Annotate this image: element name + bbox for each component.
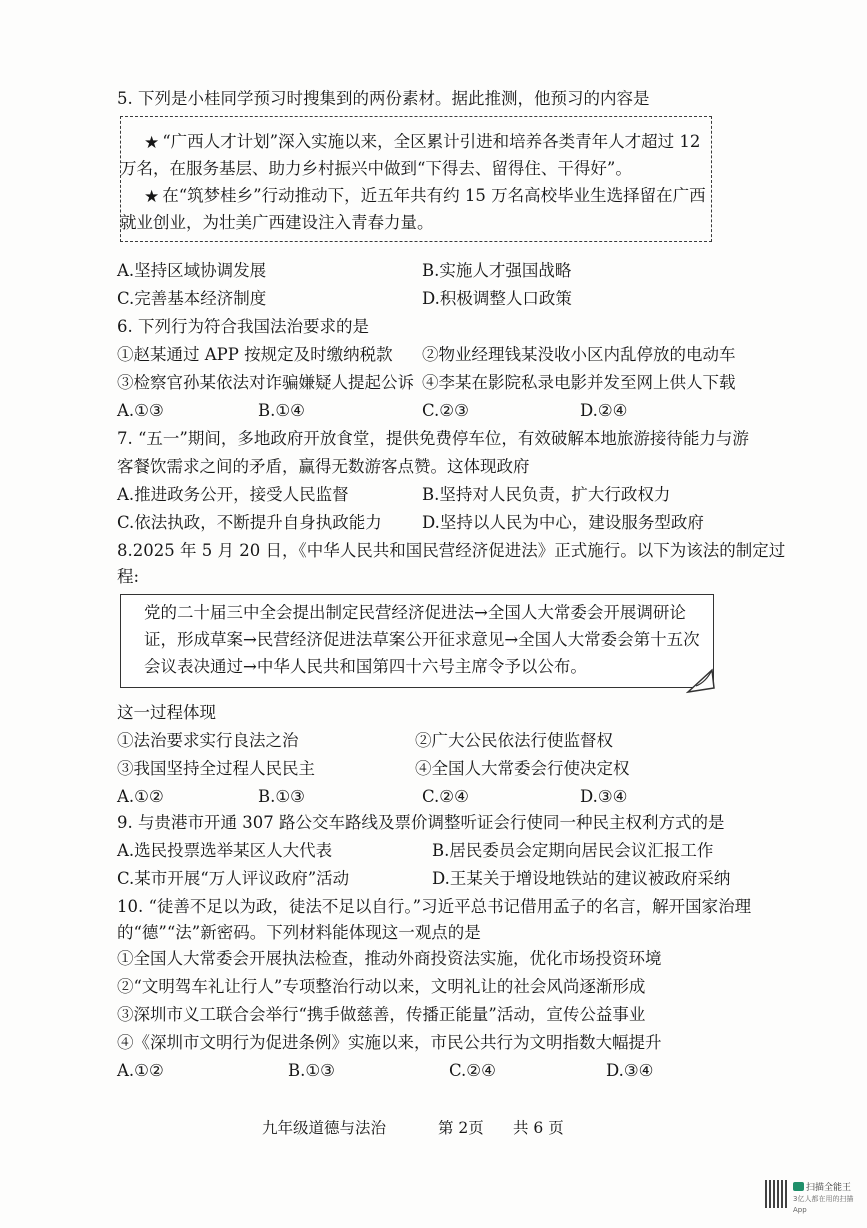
q10-item: ①全国人大常委会开展执法检查，推动外商投资法实施，优化市场投资环境 xyxy=(117,949,662,968)
q7-stem: 客餐饮需求之间的矛盾，赢得无数游客点赞。这体现政府 xyxy=(117,457,530,476)
scanner-tagline: 3亿人都在用的扫描App xyxy=(793,1195,854,1214)
q5-stem: 5. 下列是小桂同学预习时搜集到的两份素材。据此推测，他预习的内容是 xyxy=(117,89,650,108)
scanner-brand: 扫描全能王 xyxy=(806,1183,852,1193)
q6-item: ②物业经理钱某没收小区内乱停放的电动车 xyxy=(422,345,736,364)
q6-item: ④李某在影院私录电影并发至网上供人下载 xyxy=(422,373,736,392)
q6-option-d: D.②④ xyxy=(580,401,628,420)
footer-total-pages: 共 6 页 xyxy=(513,1119,564,1137)
q9-option-b: B.居民委员会定期向居民会议汇报工作 xyxy=(432,841,714,860)
q8-option-a: A.①② xyxy=(117,787,164,806)
q9-option-d: D.王某关于增设地铁站的建议被政府采纳 xyxy=(432,869,731,888)
q6-option-a: A.①③ xyxy=(117,401,164,420)
q9-option-a: A.选民投票选举某区人大代表 xyxy=(117,841,333,860)
q8-lead: 这一过程体现 xyxy=(117,703,216,722)
q5-material-text: 就业创业，为壮美广西建设注入青春力量。 xyxy=(120,213,434,232)
q6-item: ①赵某通过 APP 按规定及时缴纳税款 xyxy=(117,345,393,364)
q7-option-a: A.推进政务公开，接受人民监督 xyxy=(117,485,349,504)
q7-option-d: D.坚持以人民为中心，建设服务型政府 xyxy=(422,513,704,532)
q6-stem: 6. 下列行为符合我国法治要求的是 xyxy=(117,317,369,336)
q10-option-c: C.②④ xyxy=(449,1061,496,1080)
q8-material-text: 党的二十届三中全会提出制定民营经济促进法→全国人大常委会开展调研论 xyxy=(144,603,686,622)
q5-material-text: 万名，在服务基层、助力乡村振兴中做到“下得去、留得住、干得好”。 xyxy=(120,159,632,178)
q6-item: ③检察官孙某依法对诈骗嫌疑人提起公诉 xyxy=(117,373,414,392)
q6-option-c: C.②③ xyxy=(422,401,469,420)
q10-item: ④《深圳市文明行为促进条例》实施以来，市民公共行为文明指数大幅提升 xyxy=(117,1033,662,1052)
q10-option-b: B.①③ xyxy=(288,1061,335,1080)
qr-code-icon xyxy=(765,1180,789,1208)
scanner-logo-icon xyxy=(793,1182,804,1191)
q7-stem: 7. “五一”期间，多地政府开放食堂，提供免费停车位，有效破解本地旅游接待能力与游 xyxy=(117,429,749,448)
q10-option-a: A.①② xyxy=(117,1061,164,1080)
page-curl-icon xyxy=(686,668,716,694)
q5-material-text: “广西人才计划”深入实施以来，全区累计引进和培养各类青年人才超过 12 xyxy=(162,132,701,151)
star-icon: ★ xyxy=(144,187,160,207)
q8-option-b: B.①③ xyxy=(258,787,305,806)
q10-item: ③深圳市义工联合会举行“携手做慈善，传播正能量”活动，宣传公益事业 xyxy=(117,1005,646,1024)
q10-stem: 的“德”“法”新密码。下列材料能体现这一观点的是 xyxy=(117,923,481,942)
q5-material-text: 在“筑梦桂乡”行动推动下，近五年共有约 15 万名高校毕业生选择留在广西 xyxy=(162,186,706,205)
q10-stem: 10. “徒善不足以为政，徒法不足以自行。”习近平总书记借用孟子的名言，解开国家治理 xyxy=(117,897,752,916)
q8-item: ④全国人大常委会行使决定权 xyxy=(415,759,630,778)
q8-item: ③我国坚持全过程人民民主 xyxy=(117,759,315,778)
q7-option-b: B.坚持对人民负责，扩大行政权力 xyxy=(422,485,671,504)
q8-option-c: C.②④ xyxy=(422,787,469,806)
q5-option-b: B.实施人才强国战略 xyxy=(422,261,572,280)
q10-option-d: D.③④ xyxy=(606,1061,654,1080)
star-icon: ★ xyxy=(144,133,160,153)
q6-option-b: B.①④ xyxy=(258,401,305,420)
q8-stem: 程: xyxy=(117,567,140,586)
q8-option-d: D.③④ xyxy=(580,787,628,806)
q5-material-line xyxy=(144,131,700,153)
q9-stem: 9. 与贵港市开通 307 路公交车路线及票价调整听证会行使同一种民主权利方式的是 xyxy=(117,813,725,832)
q8-item: ②广大公民依法行使监督权 xyxy=(415,731,613,750)
q8-item: ①法治要求实行良法之治 xyxy=(117,731,299,750)
footer-page-number: 第 2页 xyxy=(438,1119,484,1137)
q5-material-line xyxy=(144,185,706,207)
footer-subject: 九年级道德与法治 xyxy=(262,1119,387,1137)
scanner-watermark xyxy=(793,1182,855,1214)
q8-material-text: 证，形成草案→民营经济促进法草案公开征求意见→全国人大常委会第十五次 xyxy=(144,630,700,649)
q5-option-c: C.完善基本经济制度 xyxy=(117,289,267,308)
q5-option-a: A.坚持区域协调发展 xyxy=(117,261,267,280)
q5-option-d: D.积极调整人口政策 xyxy=(422,289,572,308)
q8-material-text: 会议表决通过→中华人民共和国第四十六号主席令予以公布。 xyxy=(144,657,587,676)
q9-option-c: C.某市开展“万人评议政府”活动 xyxy=(117,869,350,888)
q10-item: ②“文明驾车礼让行人”专项整治行动以来，文明礼让的社会风尚逐渐形成 xyxy=(117,977,646,996)
q7-option-c: C.依法执政，不断提升自身执政能力 xyxy=(117,513,382,532)
q8-stem: 8.2025 年 5 月 20 日，《中华人民共和国民营经济促进法》正式施行。以下为该法的制定过 xyxy=(117,541,786,560)
